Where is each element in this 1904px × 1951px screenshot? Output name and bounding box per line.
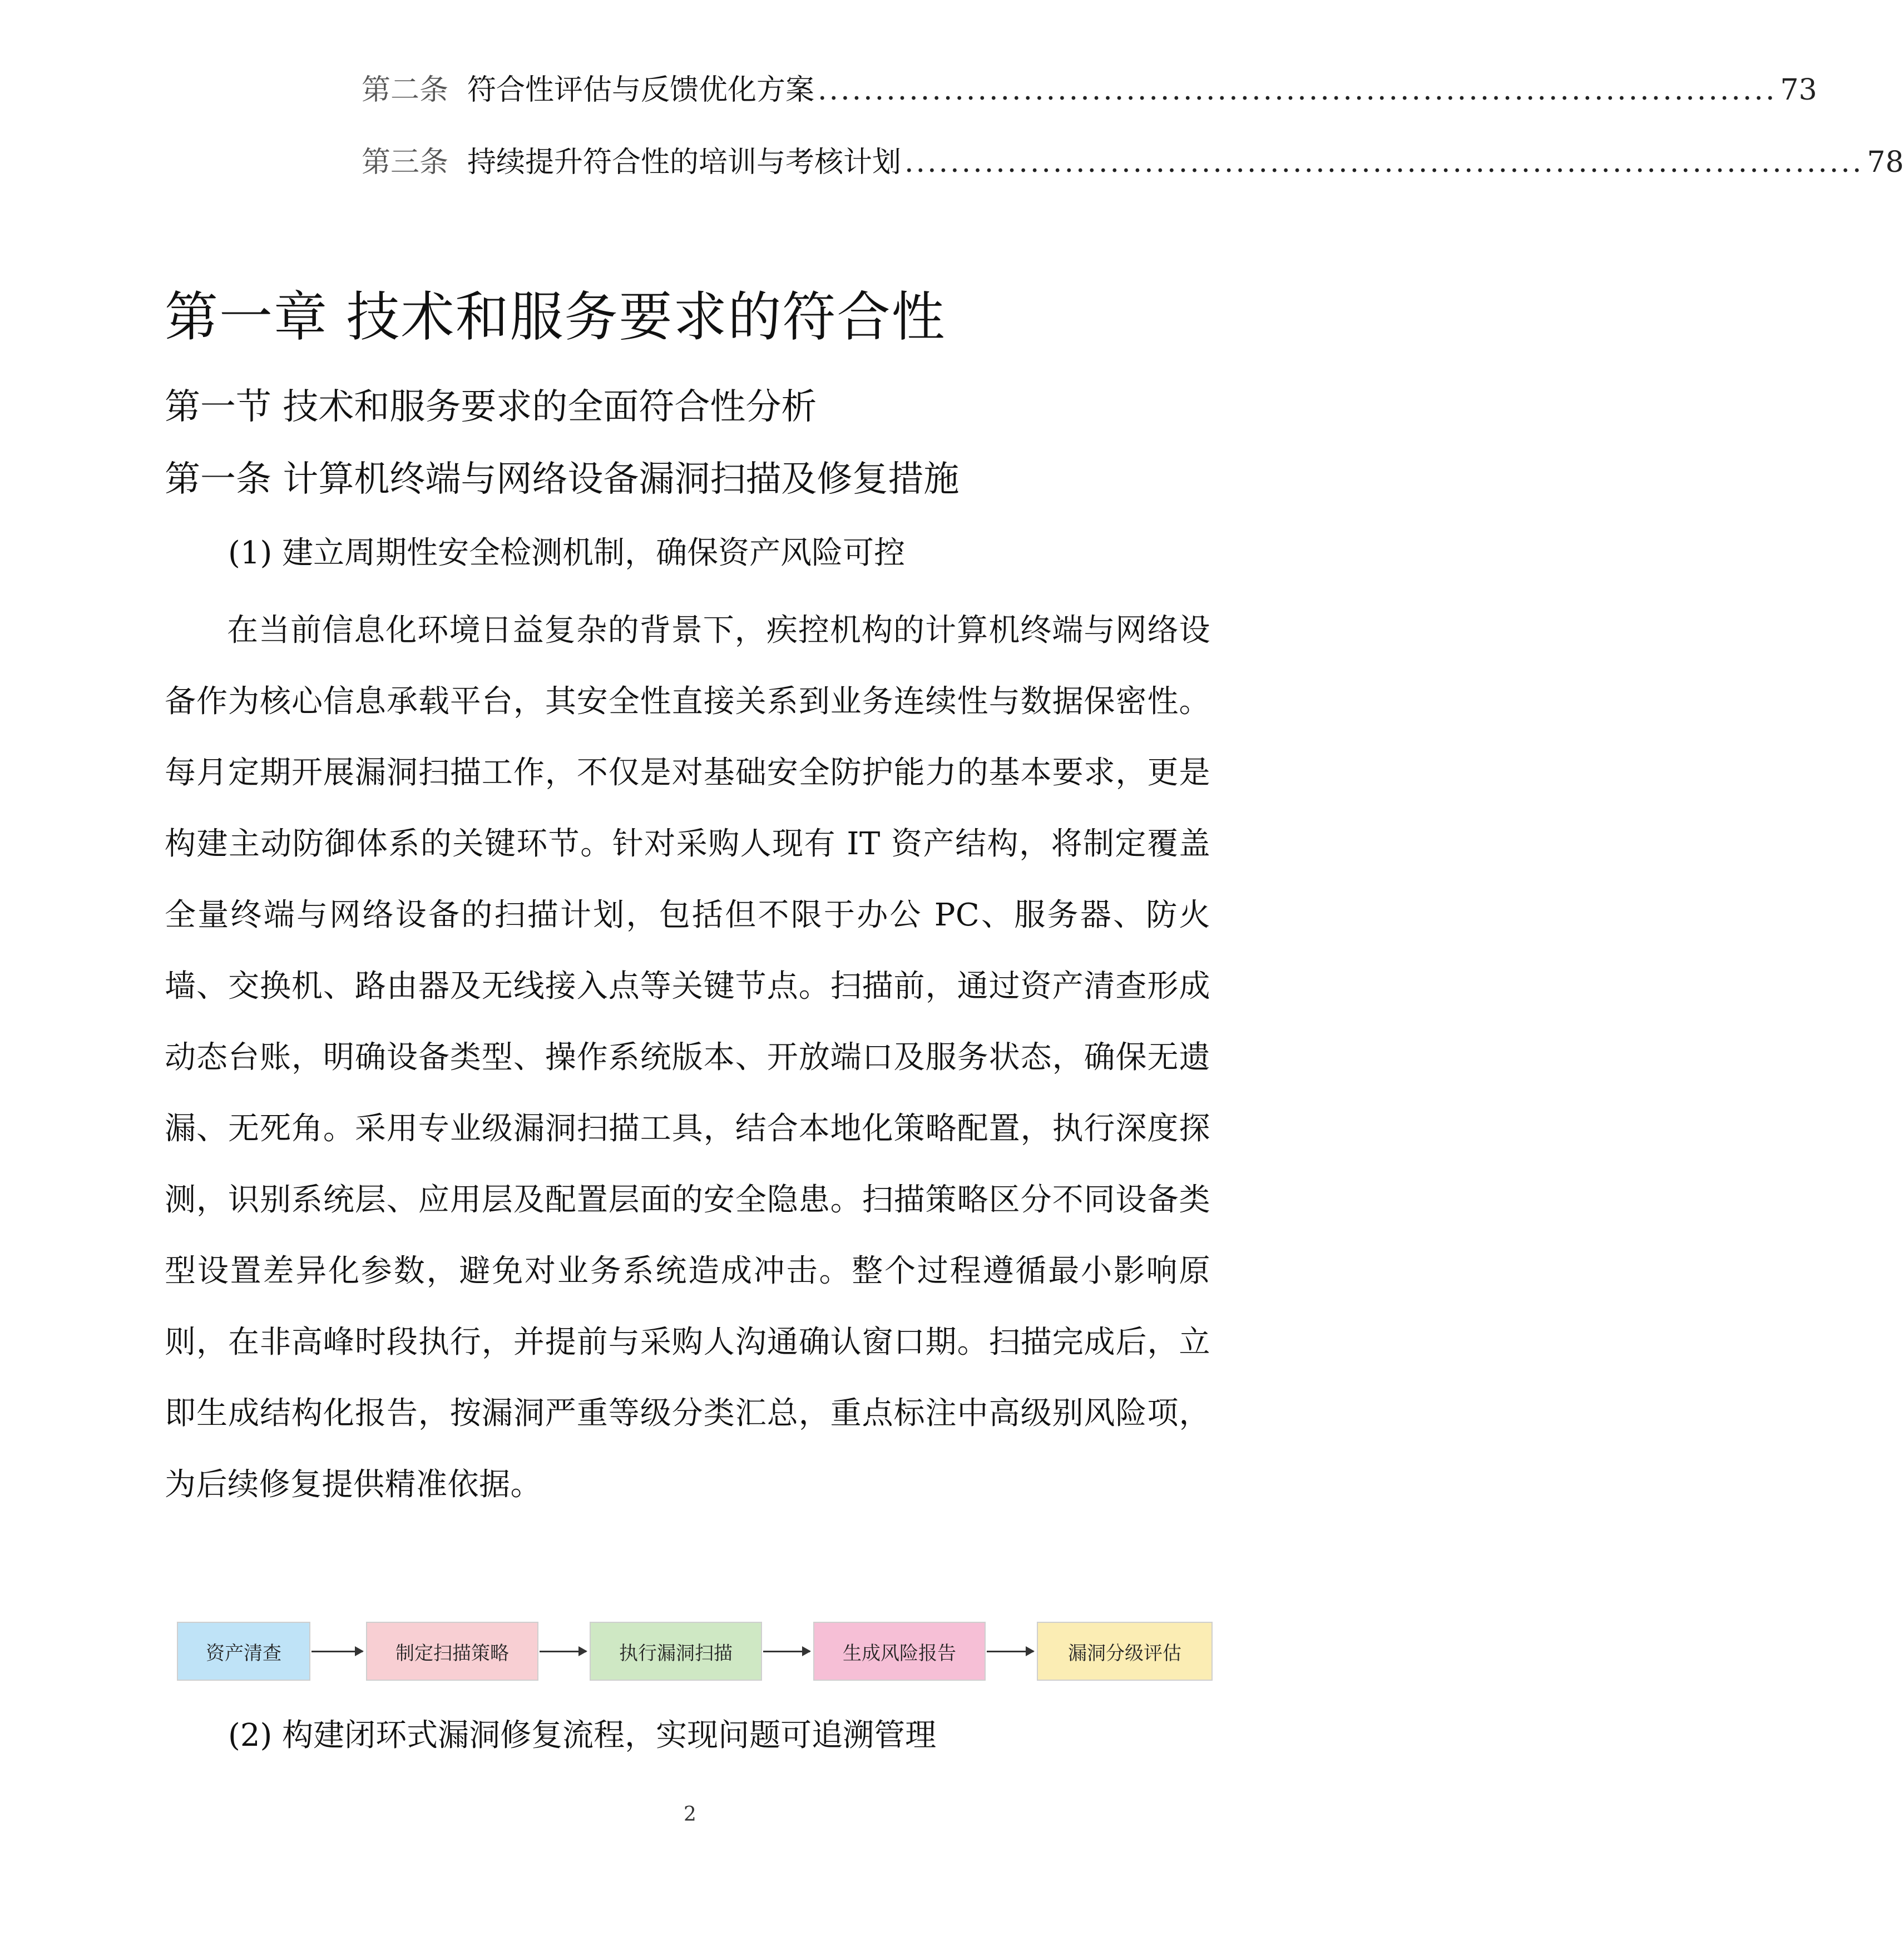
- arrow-right-icon: [311, 1651, 363, 1652]
- arrow-right-icon: [540, 1651, 586, 1652]
- flow-step-vuln-grading: 漏洞分级评估: [1037, 1622, 1213, 1681]
- toc-entry-title: 符合性评估与反馈优化方案: [467, 73, 815, 107]
- section-title: 第一节 技术和服务要求的全面符合性分析: [165, 387, 817, 428]
- flow-step-risk-report: 生成风险报告: [813, 1622, 986, 1681]
- article-title: 第一条 计算机终端与网络设备漏洞扫描及修复措施: [165, 459, 960, 500]
- flow-step-execute-scan: 执行漏洞扫描: [590, 1622, 762, 1681]
- toc-entry[interactable]: [362, 68, 1817, 112]
- toc-leader-dots: ....................................................................................: [904, 146, 1864, 179]
- subsection-heading: (2) 构建闭环式漏洞修复流程，实现问题可追溯管理: [228, 1717, 937, 1754]
- flow-step-asset-inventory: 资产清查: [177, 1622, 310, 1681]
- toc-entry-number: 第二条: [362, 73, 449, 107]
- toc-entry-page: 73: [1780, 73, 1817, 107]
- toc-leader-dots: ....................................................................................: [818, 73, 1777, 107]
- toc-entry-number: 第三条: [362, 146, 449, 179]
- subsection-heading: (1) 建立周期性安全检测机制，确保资产风险可控: [228, 535, 906, 571]
- toc-entry-page: 78: [1867, 146, 1904, 179]
- toc-entry-title: 持续提升符合性的培训与考核计划: [467, 146, 902, 179]
- toc-entry[interactable]: [362, 140, 1904, 185]
- body-paragraph: 在当前信息化环境日益复杂的背景下，疾控机构的计算机终端与网络设备作为核心信息承载平台，其安全性直接关系到业务连续性与数据保密性。每月定期开展漏洞扫描工作，不仅是对基础安全防护能力的基本要求，更是构建主动防御体系的关键环节。针对采购人现有 IT 资产结构，将制定覆盖全量终端与网络设备的扫描计划，包括但不限于办公 PC、服务器、防火墙、交换机、路由器及无线接入点等关键节点。扫描前，通过资产清查形成动态台账，明确设备类型、操作系统版本、开放端口及服务状态，确保无遗漏、无死角。采用专业级漏洞扫描工具，结合本地化策略配置，执行深度探测，识别系统层、应用层及配置层面的安全隐患。扫描策略区分不同设备类型设置差异化参数，避免对业务系统造成冲击。整个过程遵循最小影响原则，在非高峰时段执行，并提前与采购人沟通确认窗口期。扫描完成后，立即生成结构化报告，按漏洞严重等级分类汇总，重点标注中高级别风险项，为后续修复提供精准依据。: [165, 612, 1210, 1503]
- arrow-right-icon: [987, 1651, 1033, 1652]
- arrow-right-icon: [763, 1651, 810, 1652]
- flow-step-scan-strategy: 制定扫描策略: [366, 1622, 538, 1681]
- process-flow-diagram: [177, 1622, 1213, 1681]
- chapter-title: 第一章 技术和服务要求的符合性: [165, 286, 946, 348]
- page-number: 2: [684, 1803, 696, 1826]
